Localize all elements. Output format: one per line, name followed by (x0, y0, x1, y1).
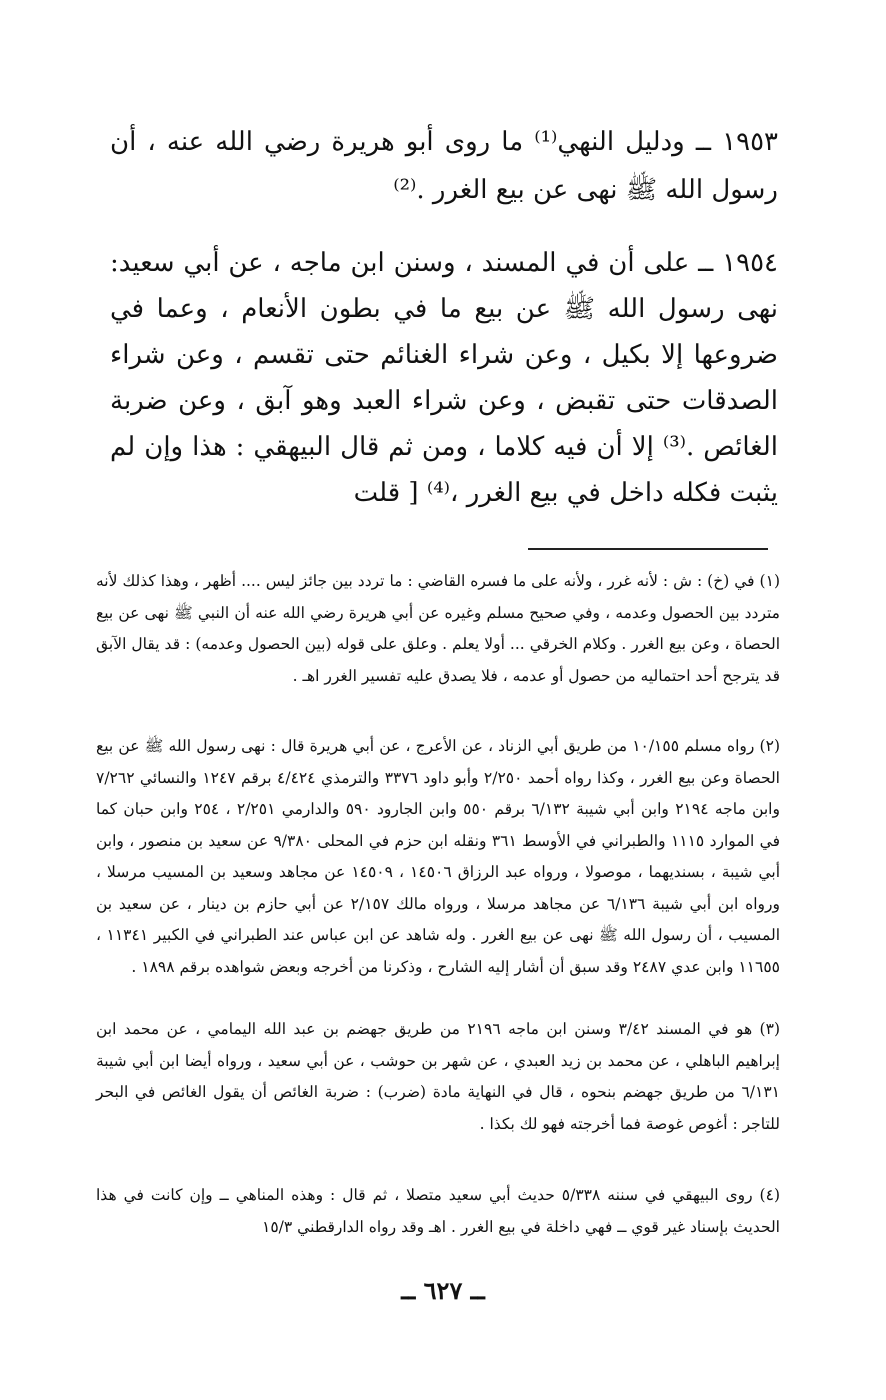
footnote-4: (٤) روى البيهقي في سننه ٥/٣٣٨ حديث أبي سعيد متصلا ، ثم قال : وهذه المناهي ــ وإن كانت في هذا الحديث بإسناد غير قوي ــ فهي داخلة في بيع الغرر . اهـ وقد رواه الدارقطني ١٥/٣ (96, 1186, 780, 1236)
page-number: ــ ٦٢٧ ــ (401, 1276, 485, 1305)
footnote-2: (٢) رواه مسلم ١٠/١٥٥ من طريق أبي الزناد ، عن الأعرج ، عن أبي هريرة قال : نهى رسول الله ﷺ عن بيع الحصاة وعن بيع الغرر ، وكذا رواه أحمد ٢/٢٥٠ وأبو داود ٣٣٧٦ والترمذي ٤/٤٢٤ برقم ١٢٤٧ والنسائي ٧/٢٦٢ وابن ماجه ٢١٩٤ وابن أبي شيبة ٦/١٣٢ برقم ٥٥٠ وابن الجارود ٥٩٠ والدارمي ٢/٢٥١ ، ٢٥٤ وابن حبان كما في الموارد ١١١٥ والطبراني في الأوسط ٣٦١ ونقله ابن حزم في المحلى ٩/٣٨٠ عن سعيد بن منصور ، وابن أبي شيبة ، بسنديهما ، موصولا ، ورواه عبد الرزاق ١٤٥٠٦ ، ١٤٥٠٩ عن مجاهد وسعيد بن المسيب مرسلا ، ورواه ابن أبي شيبة ٦/١٣٦ عن مجاهد مرسلا ، ورواه مالك ٢/١٥٧ عن أبي حازم بن دينار ، عن سعيد بن المسيب ، أن رسول الله ﷺ نهى عن بيع الغرر . وله شاهد عن ابن عباس عند الطبراني في الكبير ١١٣٤١ ، ١١٦٥٥ وابن عدي ٢٤٨٧ وقد سبق أن أشار إليه الشارح ، وذكرنا من أخرجه وبعض شواهده برقم ١٨٩٨ . (96, 737, 781, 976)
footnote-1: (١) في (خ) : ش : لأنه غرر ، ولأنه على ما فسره القاضي : ما تردد بين جائز ليس .... أظهر ، وهذا كذلك لأنه متردد بين الحصول وعدمه ، وفي صحيح مسلم وغيره عن أبي هريرة رضي الله عنه أن النبي ﷺ نهى عن بيع الحصاة ، وعن بيع الغرر . وكلام الخرقي ... أولا يعلم . وعلق على قوله (بين الحصول وعدمه) : قد يقال الآبق قد يترجح أحد احتماليه من حصول أو عدمه ، فلا يصدق عليه تفسير الغرر اهـ . (96, 572, 780, 685)
footnote-3: (٣) هو في المسند ٣/٤٢ وسنن ابن ماجه ٢١٩٦ من طريق جهضم بن عبد الله اليمامي ، عن محمد ابن إبراهيم الباهلي ، عن محمد بن زيد العبدي ، عن شهر بن حوشب ، عن أبي سعيد ، ورواه أيضا ابن أبي شيبة ٦/١٣١ من طريق جهضم بنحوه ، قال في النهاية مادة (ضرب) : ضربة الغائص أن يقول الغائص في البحر للتاجر : أغوص غوصة فما أخرجته فهو لك بكذا . (96, 1020, 780, 1133)
paragraph-1953: ١٩٥٣ ــ ودليل النهي⁽¹⁾ ما روى أبو هريرة رضي الله عنه ، أن رسول الله ﷺ نهى عن بيع الغرر .⁽²⁾ (110, 127, 778, 205)
paragraph-1954: ١٩٥٤ ــ على أن في المسند ، وسنن ابن ماجه ، عن أبي سعيد: نهى رسول الله ﷺ عن بيع ما في بطون الأنعام ، وعما في ضروعها إلا بكيل ، وعن شراء الغنائم حتى تقسم ، وعن شراء الصدقات حتى تقبض ، وعن شراء العبد وهو آبق ، وعن ضربة الغائص .⁽³⁾ إلا أن فيه كلاما ، ومن ثم قال البيهقي : هذا وإن لم يثبت فكله داخل في بيع الغرر ،⁽⁴⁾ [ قلت (110, 248, 778, 508)
footnote-separator (528, 548, 768, 550)
